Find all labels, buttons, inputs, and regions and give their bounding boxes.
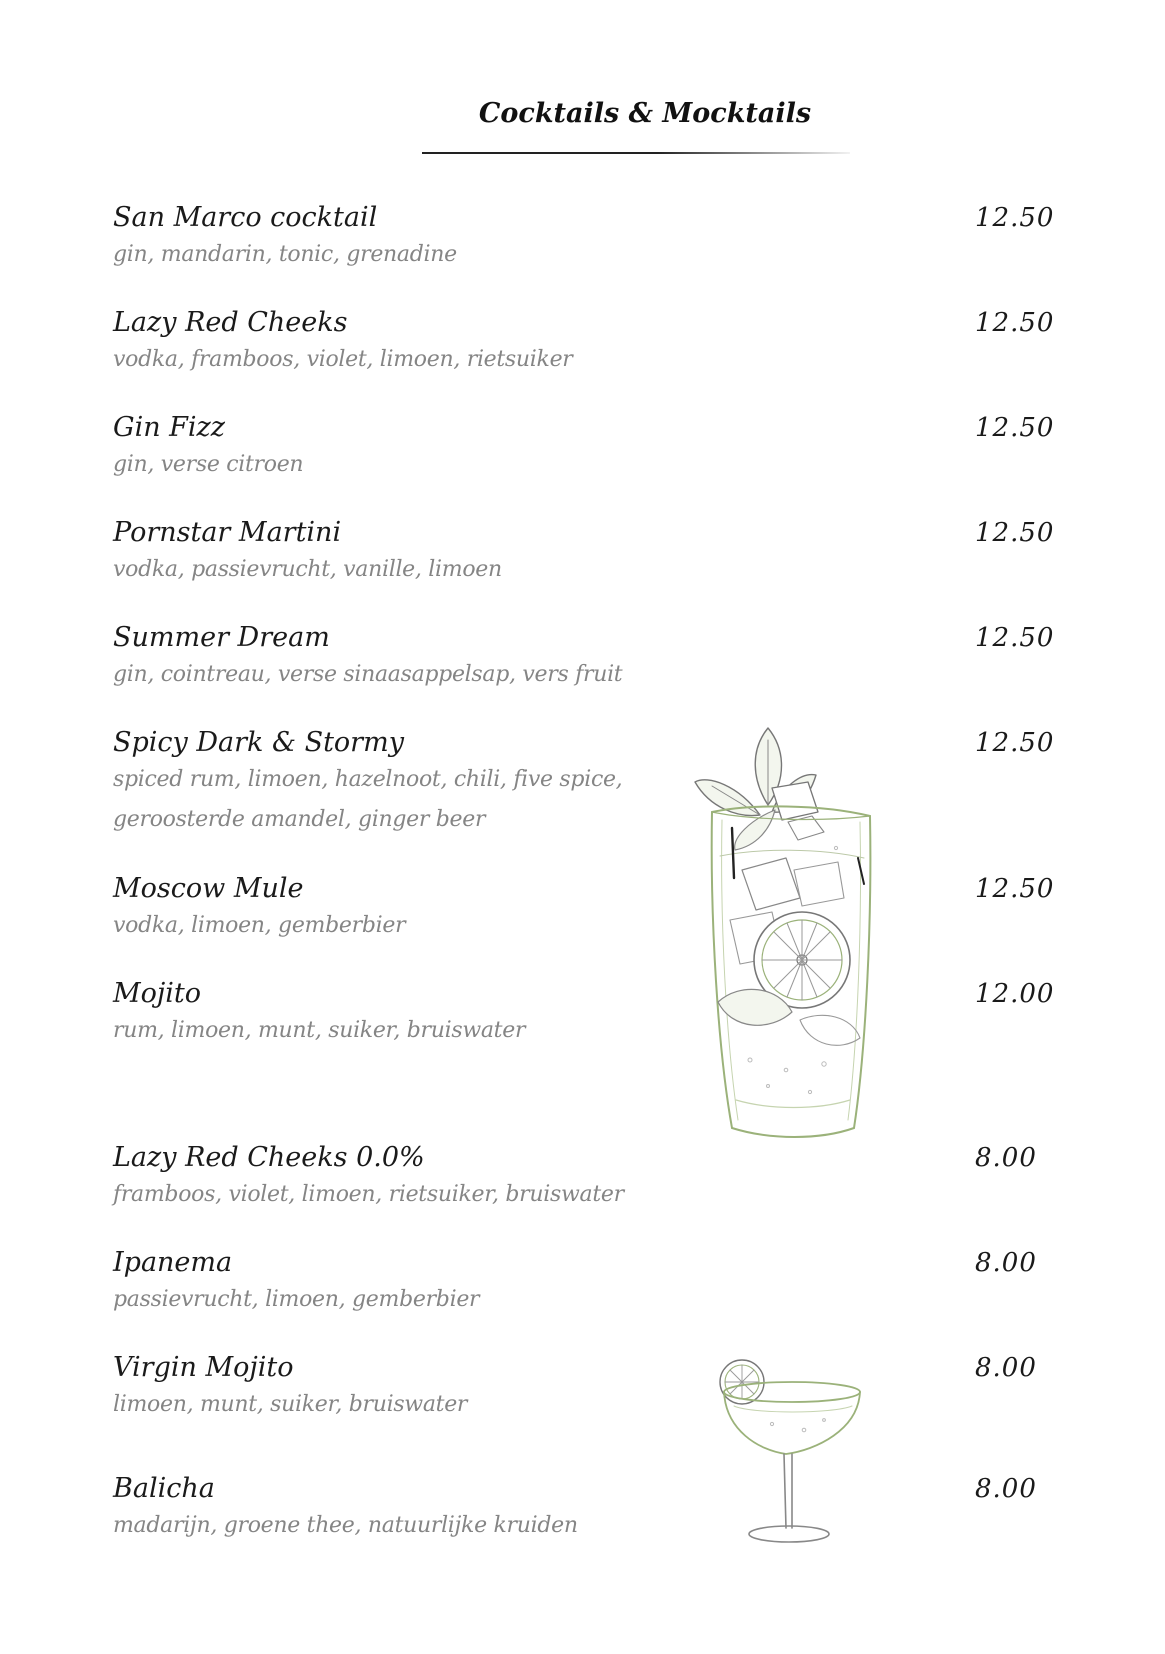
item-price: 12.50: [975, 623, 1055, 653]
item-price: 8.00: [975, 1353, 1037, 1383]
item-price: 12.50: [975, 308, 1055, 338]
item-name: Ipanema: [113, 1247, 233, 1278]
item-description: limoen, munt, suiker, bruiswater: [113, 1392, 468, 1417]
item-description: madarijn, groene thee, natuurlijke kruiden: [113, 1513, 578, 1538]
item-description: framboos, violet, limoen, rietsuiker, bruiswater: [113, 1182, 624, 1207]
item-name: Lazy Red Cheeks: [113, 307, 348, 338]
item-price: 12.50: [975, 874, 1055, 904]
menu-item: [113, 411, 1053, 485]
item-description: vodka, limoen, gemberbier: [113, 913, 406, 938]
item-price: 8.00: [975, 1474, 1037, 1504]
menu-item: [113, 1141, 1053, 1215]
title-divider: [422, 152, 850, 154]
menu-item: [113, 306, 1053, 380]
coupe-glass-icon: [712, 1350, 862, 1550]
menu-item: [113, 621, 1053, 695]
item-name: Gin Fizz: [113, 412, 225, 443]
item-name: Lazy Red Cheeks 0.0%: [113, 1142, 425, 1173]
item-description: vodka, framboos, violet, limoen, rietsuiker: [113, 347, 573, 372]
item-description: geroosterde amandel, ginger beer: [113, 807, 486, 832]
menu-item: [113, 1246, 1053, 1320]
menu-item: [113, 726, 1053, 840]
item-description: gin, cointreau, verse sinaasappelsap, vers fruit: [113, 662, 623, 687]
item-name: San Marco cocktail: [113, 202, 378, 233]
item-name: Summer Dream: [113, 622, 330, 653]
item-description: passievrucht, limoen, gemberbier: [113, 1287, 480, 1312]
item-description: rum, limoen, munt, suiker, bruiswater: [113, 1018, 526, 1043]
menu-item: [113, 977, 1053, 1051]
item-name: Balicha: [113, 1473, 215, 1504]
menu-item: [113, 872, 1053, 946]
menu-item: [113, 1351, 1053, 1425]
item-description: spiced rum, limoen, hazelnoot, chili, five spice,: [113, 767, 623, 792]
menu-item: [113, 201, 1053, 275]
item-name: Moscow Mule: [113, 873, 304, 904]
highball-glass-icon: [690, 720, 890, 1145]
item-name: Virgin Mojito: [113, 1352, 294, 1383]
item-name: Pornstar Martini: [113, 517, 342, 548]
item-description: vodka, passievrucht, vanille, limoen: [113, 557, 502, 582]
item-description: gin, verse citroen: [113, 452, 304, 477]
item-price: 12.50: [975, 203, 1055, 233]
item-price: 8.00: [975, 1248, 1037, 1278]
item-price: 12.50: [975, 413, 1055, 443]
menu-item: [113, 1472, 1053, 1546]
page-title: Cocktails & Mocktails: [478, 98, 812, 129]
item-price: 12.50: [975, 728, 1055, 758]
item-name: Mojito: [113, 978, 202, 1009]
menu-item: [113, 516, 1053, 590]
item-price: 12.00: [975, 979, 1055, 1009]
item-description: gin, mandarin, tonic, grenadine: [113, 242, 457, 267]
item-price: 8.00: [975, 1143, 1037, 1173]
item-name: Spicy Dark & Stormy: [113, 727, 404, 758]
item-price: 12.50: [975, 518, 1055, 548]
